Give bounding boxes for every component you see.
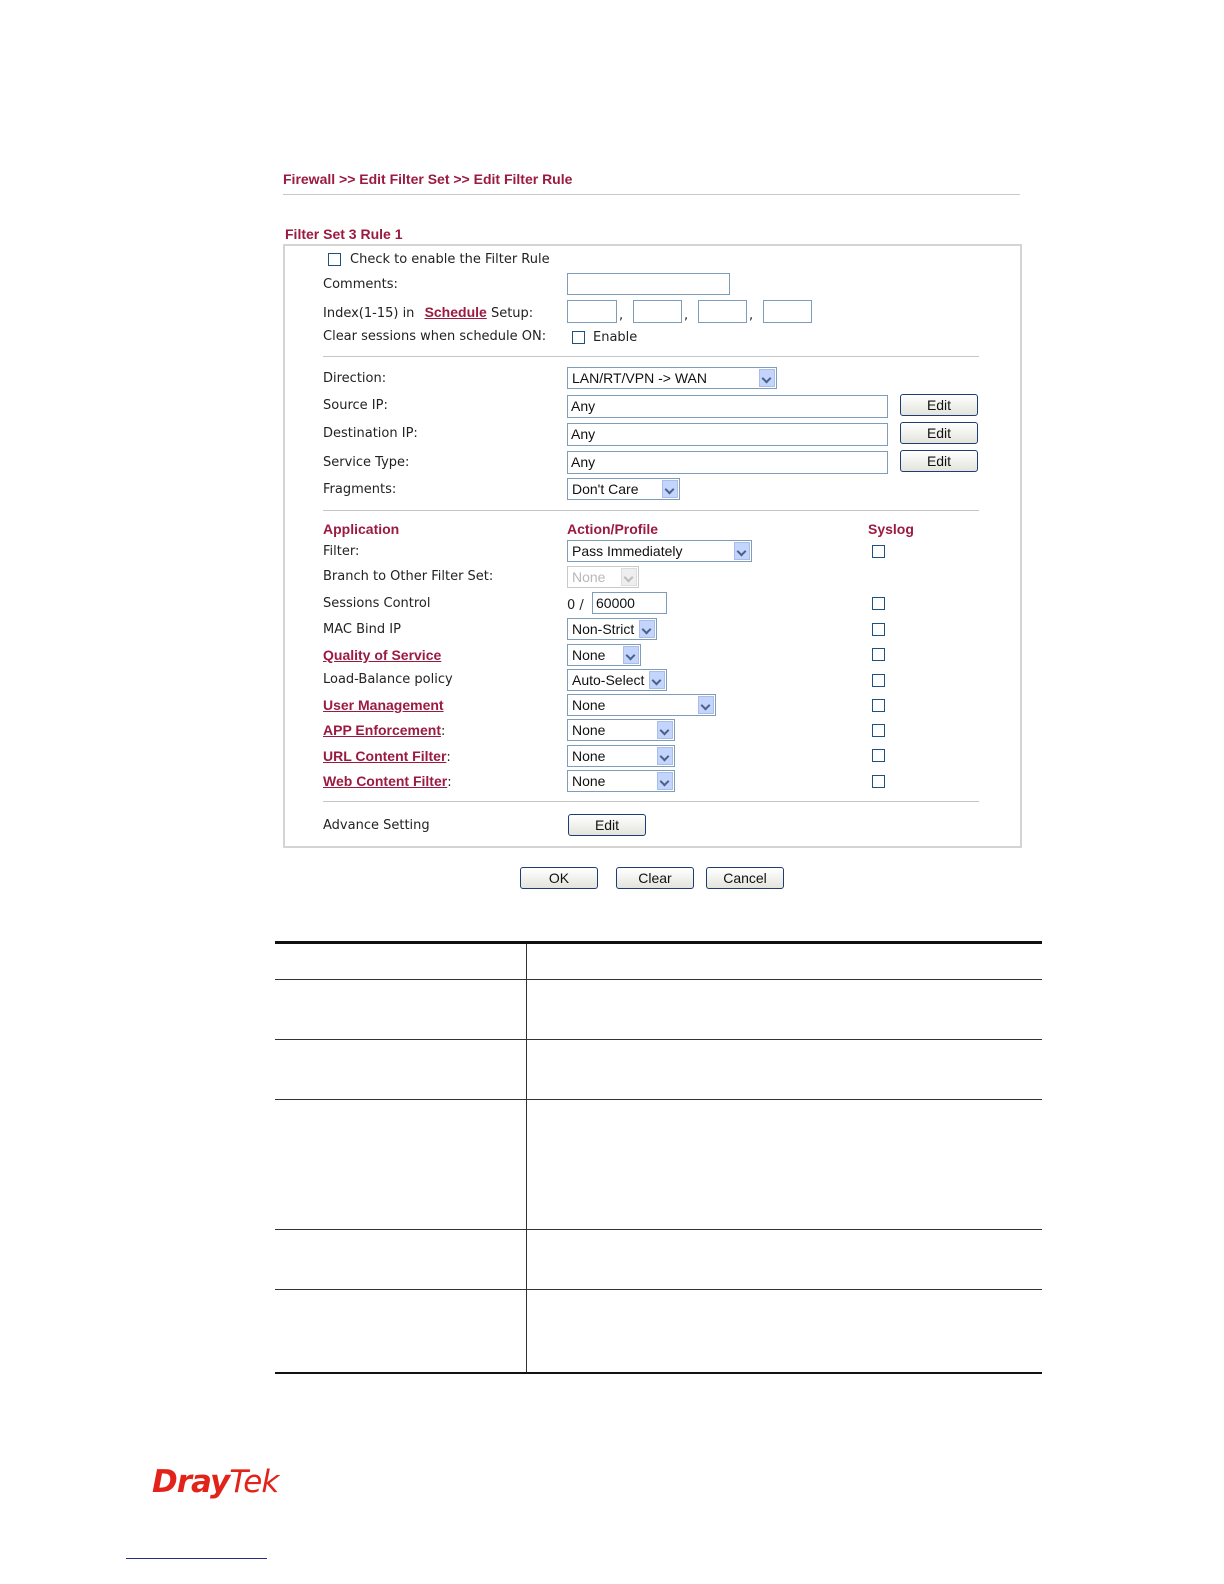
- sessions-control-label: Sessions Control: [323, 596, 431, 611]
- filter-value: Pass Immediately: [572, 543, 683, 559]
- web-content-filter-select[interactable]: [567, 770, 675, 792]
- comments-label: Comments:: [323, 277, 398, 292]
- web-content-filter-colon: :: [447, 775, 452, 790]
- schedule-index-1-input[interactable]: [567, 300, 617, 323]
- clear-sessions-enable-label: Enable: [593, 330, 638, 345]
- syslog-column-header: Syslog: [868, 521, 914, 537]
- branch-value: None: [572, 569, 606, 585]
- app-enforcement-syslog-checkbox[interactable]: [872, 724, 885, 737]
- url-content-filter-select[interactable]: [567, 745, 675, 767]
- advance-setting-edit-button[interactable]: Edit: [568, 814, 646, 836]
- filter-select[interactable]: [567, 540, 752, 562]
- section-divider-2: [323, 510, 979, 511]
- ok-button[interactable]: OK: [520, 867, 598, 889]
- app-enforcement-value: None: [572, 722, 606, 738]
- branch-select: [567, 566, 639, 588]
- web-content-filter-row-label: [323, 773, 452, 791]
- filter-set-title: Filter Set 3 Rule 1: [285, 226, 403, 242]
- description-table-row-line: [275, 1289, 1042, 1290]
- chevron-down-icon: [734, 542, 750, 560]
- filter-label: Filter:: [323, 544, 360, 559]
- description-table-top-rule: [275, 941, 1042, 944]
- clear-sessions-label: Clear sessions when schedule ON:: [323, 329, 547, 344]
- source-ip-label: Source IP:: [323, 398, 388, 413]
- destination-ip-input[interactable]: Any: [567, 423, 888, 446]
- qos-value: None: [572, 647, 606, 663]
- description-table-bottom-rule: [275, 1372, 1042, 1374]
- schedule-label: [323, 304, 533, 322]
- sessions-control-current: 0 /: [567, 598, 584, 613]
- draytek-logo: [152, 1464, 278, 1500]
- application-column-header: Application: [323, 521, 400, 537]
- destination-ip-label: Destination IP:: [323, 426, 418, 441]
- user-management-syslog-checkbox[interactable]: [872, 699, 885, 712]
- logo-part-tek: Tek: [229, 1464, 279, 1500]
- schedule-index-3-input[interactable]: [698, 300, 747, 323]
- enable-rule-label: Check to enable the Filter Rule: [350, 252, 550, 267]
- schedule-comma-2: ,: [684, 308, 689, 323]
- sessions-control-input[interactable]: 60000: [592, 592, 667, 614]
- breadcrumb-divider: [283, 194, 1020, 195]
- url-content-filter-link[interactable]: URL Content Filter: [323, 748, 447, 764]
- cancel-button[interactable]: Cancel: [706, 867, 784, 889]
- schedule-index-2-input[interactable]: [633, 300, 682, 323]
- section-divider-1: [323, 356, 979, 357]
- fragments-select[interactable]: [567, 478, 680, 500]
- schedule-comma-3: ,: [749, 308, 754, 323]
- comments-input[interactable]: [567, 273, 730, 295]
- url-content-filter-value: None: [572, 748, 606, 764]
- footer-rule: [126, 1558, 267, 1559]
- app-enforcement-row-label: [323, 722, 445, 740]
- load-balance-select[interactable]: [567, 669, 667, 691]
- web-content-filter-syslog-checkbox[interactable]: [872, 775, 885, 788]
- chevron-down-icon: [621, 568, 637, 586]
- chevron-down-icon: [639, 620, 655, 638]
- description-table-column-divider: [526, 944, 527, 1372]
- chevron-down-icon: [657, 747, 673, 765]
- schedule-suffix: Setup:: [490, 306, 534, 321]
- enable-rule-checkbox[interactable]: [328, 253, 341, 266]
- destination-ip-edit-button[interactable]: Edit: [900, 422, 978, 444]
- chevron-down-icon: [657, 772, 673, 790]
- web-content-filter-link[interactable]: Web Content Filter: [323, 773, 448, 789]
- schedule-prefix: Index(1-15) in: [323, 306, 415, 321]
- action-profile-column-header: Action/Profile: [567, 521, 659, 537]
- description-table-row-line: [275, 1229, 1042, 1230]
- fragments-label: Fragments:: [323, 482, 397, 497]
- load-balance-value: Auto-Select: [572, 672, 645, 688]
- chevron-down-icon: [657, 721, 673, 739]
- schedule-link[interactable]: Schedule: [424, 304, 487, 320]
- description-table-row-line: [275, 979, 1042, 980]
- chevron-down-icon: [698, 696, 714, 714]
- chevron-down-icon: [623, 646, 639, 664]
- section-divider-3: [323, 801, 979, 802]
- qos-syslog-checkbox[interactable]: [872, 648, 885, 661]
- filter-syslog-checkbox[interactable]: [872, 545, 885, 558]
- user-management-value: None: [572, 697, 606, 713]
- app-enforcement-select[interactable]: [567, 719, 675, 741]
- breadcrumb: Firewall >> Edit Filter Set >> Edit Filter Rule: [283, 171, 573, 187]
- advance-setting-label: Advance Setting: [323, 818, 430, 833]
- direction-label: Direction:: [323, 371, 387, 386]
- load-balance-label: Load-Balance policy: [323, 672, 453, 687]
- source-ip-edit-button[interactable]: Edit: [900, 394, 978, 416]
- branch-label: Branch to Other Filter Set:: [323, 569, 494, 584]
- description-table-row-line: [275, 1099, 1042, 1100]
- service-type-label: Service Type:: [323, 455, 410, 470]
- description-table-row-line: [275, 1039, 1042, 1040]
- clear-sessions-checkbox[interactable]: [572, 331, 585, 344]
- schedule-comma-1: ,: [619, 308, 624, 323]
- schedule-index-4-input[interactable]: [763, 300, 812, 323]
- chevron-down-icon: [759, 369, 775, 387]
- mac-bind-ip-select[interactable]: [567, 618, 657, 640]
- url-content-filter-colon: :: [446, 750, 451, 765]
- chevron-down-icon: [649, 671, 665, 689]
- load-balance-syslog-checkbox[interactable]: [872, 674, 885, 687]
- qos-link[interactable]: Quality of Service: [323, 647, 442, 663]
- clear-button[interactable]: Clear: [616, 867, 694, 889]
- fragments-value: Don't Care: [572, 481, 639, 497]
- web-content-filter-value: None: [572, 773, 606, 789]
- mac-bind-ip-label: MAC Bind IP: [323, 622, 401, 637]
- app-enforcement-colon: :: [441, 724, 446, 739]
- url-content-filter-row-label: [323, 748, 451, 766]
- app-enforcement-link[interactable]: APP Enforcement: [323, 722, 441, 738]
- sessions-control-syslog-checkbox[interactable]: [872, 597, 885, 610]
- qos-select[interactable]: [567, 644, 641, 666]
- service-type-edit-button[interactable]: Edit: [900, 450, 978, 472]
- user-management-select[interactable]: [567, 694, 716, 716]
- mac-bind-ip-value: Non-Strict: [572, 621, 635, 637]
- user-management-link[interactable]: User Management: [323, 697, 444, 713]
- chevron-down-icon: [662, 480, 678, 498]
- url-content-filter-syslog-checkbox[interactable]: [872, 749, 885, 762]
- service-type-input[interactable]: Any: [567, 451, 888, 474]
- direction-select[interactable]: [567, 367, 777, 389]
- mac-bind-ip-syslog-checkbox[interactable]: [872, 623, 885, 636]
- source-ip-input[interactable]: Any: [567, 395, 888, 418]
- direction-value: LAN/RT/VPN -> WAN: [572, 370, 707, 386]
- logo-part-dray: Dray: [152, 1464, 230, 1500]
